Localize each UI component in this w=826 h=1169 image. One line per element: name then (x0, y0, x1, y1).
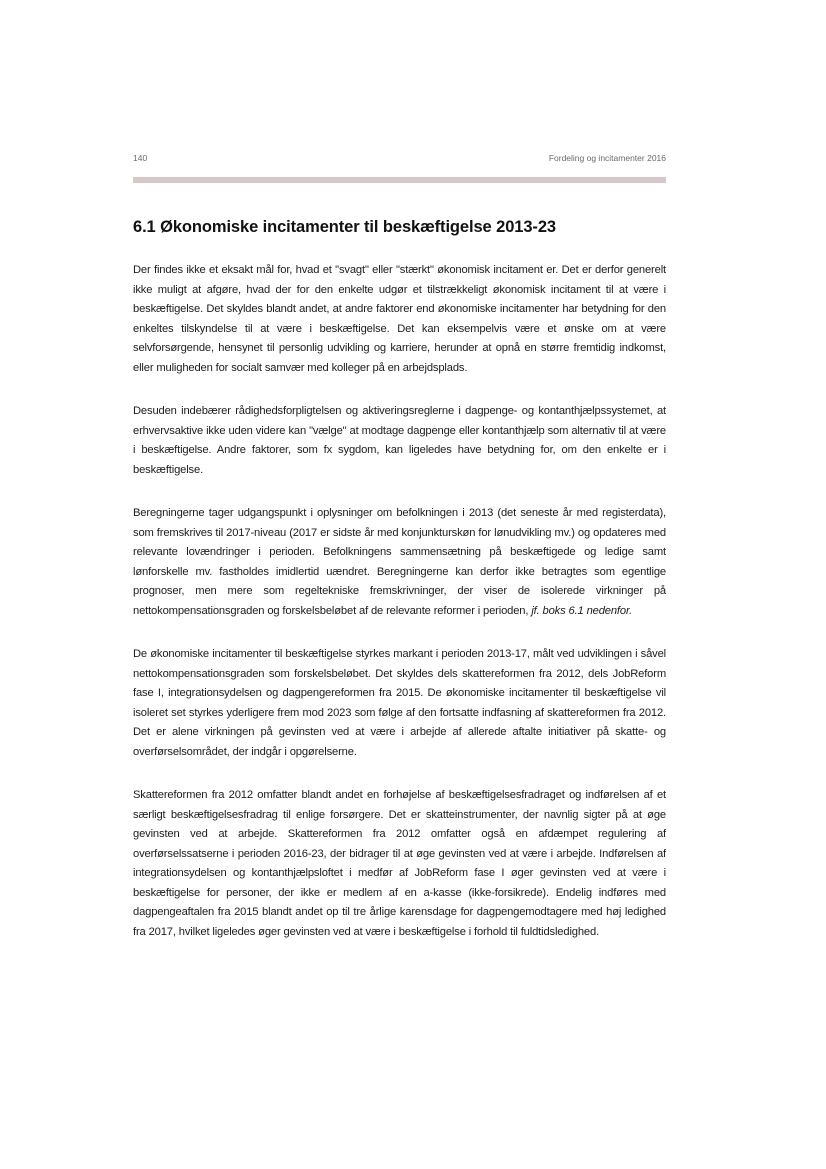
body-text (133, 261, 666, 966)
paragraph-2 (133, 402, 666, 480)
running-title: Fordeling og incitamenter 2016 (548, 153, 666, 163)
paragraph-4 (133, 645, 666, 762)
paragraph-1 (133, 261, 666, 378)
paragraph-text: Beregningerne tager udgangspunkt i oplysninger om befolkningen i 2013 (det seneste år med registerdata), som fremskrives til 2017-niveau (2017 er sidste år med konjunkturskøn for lønudvikling mv.) og opdateres med relevante lovændringer i perioden. Befolkningens sammensætning på beskæftigede og ledige samt lønforskelle mv. fastholdes imidlertid uændret. Beregningerne kan derfor ikke betragtes som egentlige prognoser, men mere som regeltekniske fremskrivninger, der viser de isolerede virkninger på nettokompensationsgraden og forskelsbeløbet af de relevante reformer i perioden, (133, 507, 666, 617)
section-heading: 6.1 Økonomiske incitamenter til beskæftigelse 2013-23 (133, 218, 556, 236)
page-header (133, 153, 666, 167)
header-divider (133, 177, 666, 183)
paragraph-text: Skattereformen fra 2012 omfatter blandt andet en forhøjelse af beskæftigelsesfradraget og indførelsen af et særligt beskæftigelsesfradrag til enlige forsørgere. Det er skatteinstrumenter, der navnlig sigter på at øge gevinsten ved at arbejde. Skattereformen fra 2012 omfatter også en afdæmpet regulering af overførselssatserne i perioden 2016-23, der bidrager til at øge gevinsten ved at være i arbejde. Indførelsen af integrationsydelsen og kontanthjælpsloftet i medfør af JobReform fase I øger gevinsten ved at være i beskæftigelse for personer, der ikke er medlem af en a-kasse (ikke-forsikrede). Endelig indføres med dagpengeaftalen fra 2015 blandt andet op til tre årlige karensdage for dagpengemodtagere med høj ledighed fra 2017, hvilket ligeledes øger gevinsten ved at være i beskæftigelse i forhold til fuldtidsledighed. (133, 789, 666, 938)
paragraph-text: Der findes ikke et eksakt mål for, hvad et "svagt" eller "stærkt" økonomisk incitament er. Det er derfor generelt ikke muligt at afgøre, hvad der for den enkelte udgør et tilstrækkeligt økonomisk incitament til at være i beskæftigelse. Det skyldes blandt andet, at andre faktorer end økonomiske incitamenter har betydning for den enkeltes tilskyndelse til at være i beskæftigelse. Det kan eksempelvis være et ønske om at være selvforsørgende, hensynet til personlig udvikling og karriere, herunder at opnå en større fremtidig indkomst, eller muligheden for socialt samvær med kolleger på en arbejdsplads. (133, 264, 666, 374)
paragraph-3 (133, 504, 666, 621)
paragraph-text: Desuden indebærer rådighedsforpligtelsen og aktiveringsreglerne i dagpenge- og kontanthjælpssystemet, at erhvervsaktive ikke uden videre kan "vælge" at modtage dagpenge eller kontanthjælp som alternativ til at være i beskæftigelse. Andre faktorer, som fx sygdom, kan ligeledes have betydning for, om den enkelte er i beskæftigelse. (133, 405, 666, 476)
paragraph-5 (133, 786, 666, 942)
page-number: 140 (133, 153, 148, 163)
box-reference: jf. boks 6.1 nedenfor. (531, 604, 633, 617)
paragraph-text: De økonomiske incitamenter til beskæftigelse styrkes markant i perioden 2013-17, målt ved udviklingen i såvel nettokompensationsgraden som forskelsbeløbet. Det skyldes dels skattereformen fra 2012, dels JobReform fase I, integrationsydelsen og dagpengereformen fra 2015. De økonomiske incitamenter til beskæftigelse vil isoleret set styrkes yderligere frem mod 2023 som følge af den fortsatte indfasning af skattereformen fra 2012. Det er alene virkningen på gevinsten ved at være i arbejde af allerede aftalte initiativer på skatte- og overførselsområdet, der indgår i opgørelserne. (133, 648, 666, 758)
